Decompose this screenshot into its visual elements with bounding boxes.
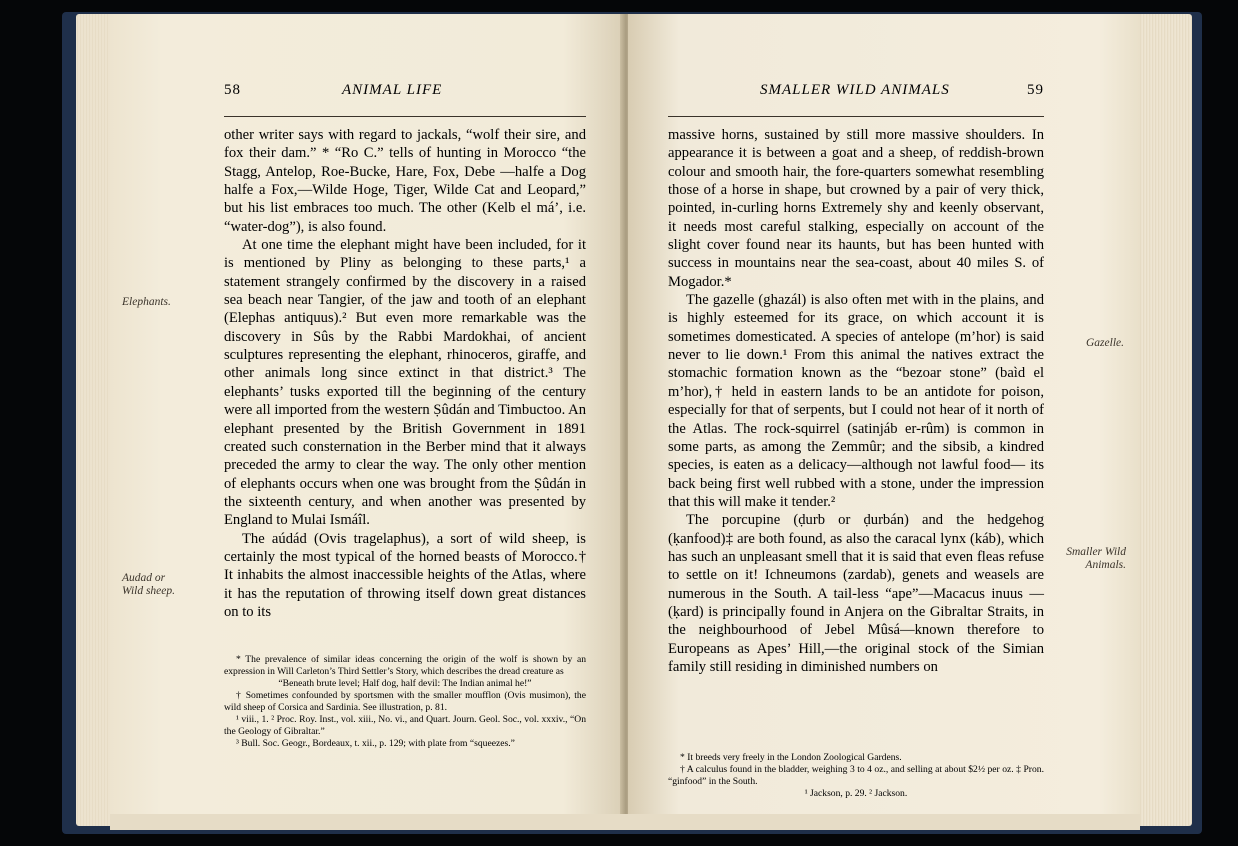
right-header-rule: [668, 116, 1044, 117]
left-footnote-3: † Sometimes confounded by sportsmen with the smaller moufflon (Ovis musimon), the wild sheep of Corsica and Sardinia. See illustration, p. 81.: [224, 690, 586, 713]
left-footnote-5: ³ Bull. Soc. Geogr., Bordeaux, t. xii., p. 129; with plate from “squeezes.”: [236, 738, 515, 749]
right-paragraph-2: The gazelle (ghazál) is also often met with in the plains, and is highly esteemed for its grace, on which account it is sometimes domesticated. A species of antelope (m’hor) is said never to lie down.¹ From this animal the natives extract the stomachic formation known as the “bezoar stone” (baìd el m’hor),† held in eastern lands to be an antidote for poison, especially for that of serpents, but I could not hear of it north of the Atlas. The rock-squirrel (satinjáb er-rûm) is common in some parts, as among the Zemmûr; and the sibsib, a kindred species, is eaten as a delicacy—although not lawful food— its back being first well rubbed with a stone, under the impression that this will make it tender.²: [668, 292, 1044, 510]
left-footnote-1: * The prevalence of similar ideas concerning the origin of the wolf is shown by an expression in Will Carleton’s Third Settler’s Story, which describes the dread creature as: [224, 654, 586, 677]
margin-note-elephants: Elephants.: [122, 296, 171, 308]
left-footnote-2: “Beneath brute level; Half dog, half devil: The Indian animal he!”: [278, 678, 532, 689]
left-footnotes: [224, 654, 586, 750]
margin-note-smaller-wild-animals: Smaller Wild Animals.: [1066, 546, 1126, 571]
right-footnote-3: ¹ Jackson, p. 29. ² Jackson.: [804, 788, 908, 799]
left-footnote-4: ¹ viii., 1. ² Proc. Roy. Inst., vol. xiii., No. vi., and Quart. Journ. Geol. Soc., vol. xxxiv., “On the Geology of Gibraltar.”: [224, 714, 586, 737]
right-paragraph-3: The porcupine (ḍurb or ḍurbán) and the hedgehog (ḳanfood)‡ are both found, as also the caracal lynx (káb), which has such an unpleasant smell that it is said that even fleas refuse to settle on it! Ichneumons (zardab), genets and weasels are numerous in the South. A tail-less “ape”—Macacus inuus —(ḳard) is principally found in Anjera on the Gibraltar Straits, in the neighbourhood of Jebel Mûsá—known therefore to Europeans as Apes’ Hill,—the original stock of the Simian family still residing in diminished numbers on: [668, 512, 1044, 675]
right-footnote-2: † A calculus found in the bladder, weighing 3 to 4 oz., and selling at about $2½ per oz. ‡ Pron. “ginfood” in the South.: [668, 764, 1044, 787]
right-footnote-1: * It breeds very freely in the London Zoological Gardens.: [680, 752, 902, 763]
right-body: [668, 126, 1044, 676]
page-block-bottom: [110, 812, 1140, 830]
margin-note-audad: Audad or Wild sheep.: [122, 572, 176, 597]
left-header-rule: [224, 116, 586, 117]
right-running-header: [668, 82, 1044, 104]
left-page-number: 58: [224, 82, 241, 98]
right-running-head: SMALLER WILD ANIMALS: [760, 82, 950, 98]
left-running-head: ANIMAL LIFE: [342, 82, 443, 98]
right-footnotes: [668, 752, 1044, 800]
left-body: [224, 126, 586, 621]
left-paragraph-1: other writer says with regard to jackals, “wolf their sire, and fox their dam.” * “Ro C.” tells of hunting in Morocco “the Stagg, Antelop, Roe-Bucke, Hare, Fox, Debe —halfe a Dog halfe a Fox,—Wilde Hoge, Tiger, Wilde Cat and Leopard,” but his list embraces too much. The other (Kelb el má’, i.e. “water-dog”), is also found.: [224, 127, 586, 235]
right-page-number: 59: [1027, 82, 1044, 98]
left-running-header: [224, 82, 586, 104]
left-paragraph-3: The aúdád (Ovis tragelaphus), a sort of wild sheep, is certainly the most typical of the horned beasts of Morocco.† It inhabits the almost inaccessible heights of the Atlas, where it has the reputation of throwing itself down great distances on to its: [224, 530, 586, 620]
left-paragraph-2: At one time the elephant might have been included, for it is mentioned by Pliny as belonging to these parts,¹ a statement strangely confirmed by the discovery in a raised sea beach near Tangier, of the jaw and tooth of an elephant (Elephas antiquus).² But even more remarkable was the discovery in Sûs by the Rabbi Mardokhai, of ancient sculptures representing the elephant, rhinoceros, giraffe, and other animals long since extinct in that district.³ The elephants’ tusks exported till the beginning of the century were all imported from the western Ṣûdán and Timbuctoo. An elephant presented by the British Government in 1891 created such consternation in the Berber mind that it always preceded the army to clear the way. The only other mention of elephants occurs when one was brought from the Ṣûdán in the sixteenth century, and when another was presented by England to Mulai Ismáîl.: [224, 237, 586, 529]
margin-note-gazelle: Gazelle.: [1085, 337, 1124, 349]
right-paragraph-1: massive horns, sustained by still more massive shoulders. In appearance it is between a goat and a sheep, of reddish-brown colour and smooth hair, the fore-quarters somewhat resembling those of a horse in shape, but crowned by a pair of very thick, pointed, in-curling horns Extremely shy and keenly observant, it needs most careful stalking, especially on account of the slight cover found near its haunts, but has been hunted with success in mountains near the sea-coast, about 40 miles S. of Mogador.*: [668, 127, 1044, 290]
